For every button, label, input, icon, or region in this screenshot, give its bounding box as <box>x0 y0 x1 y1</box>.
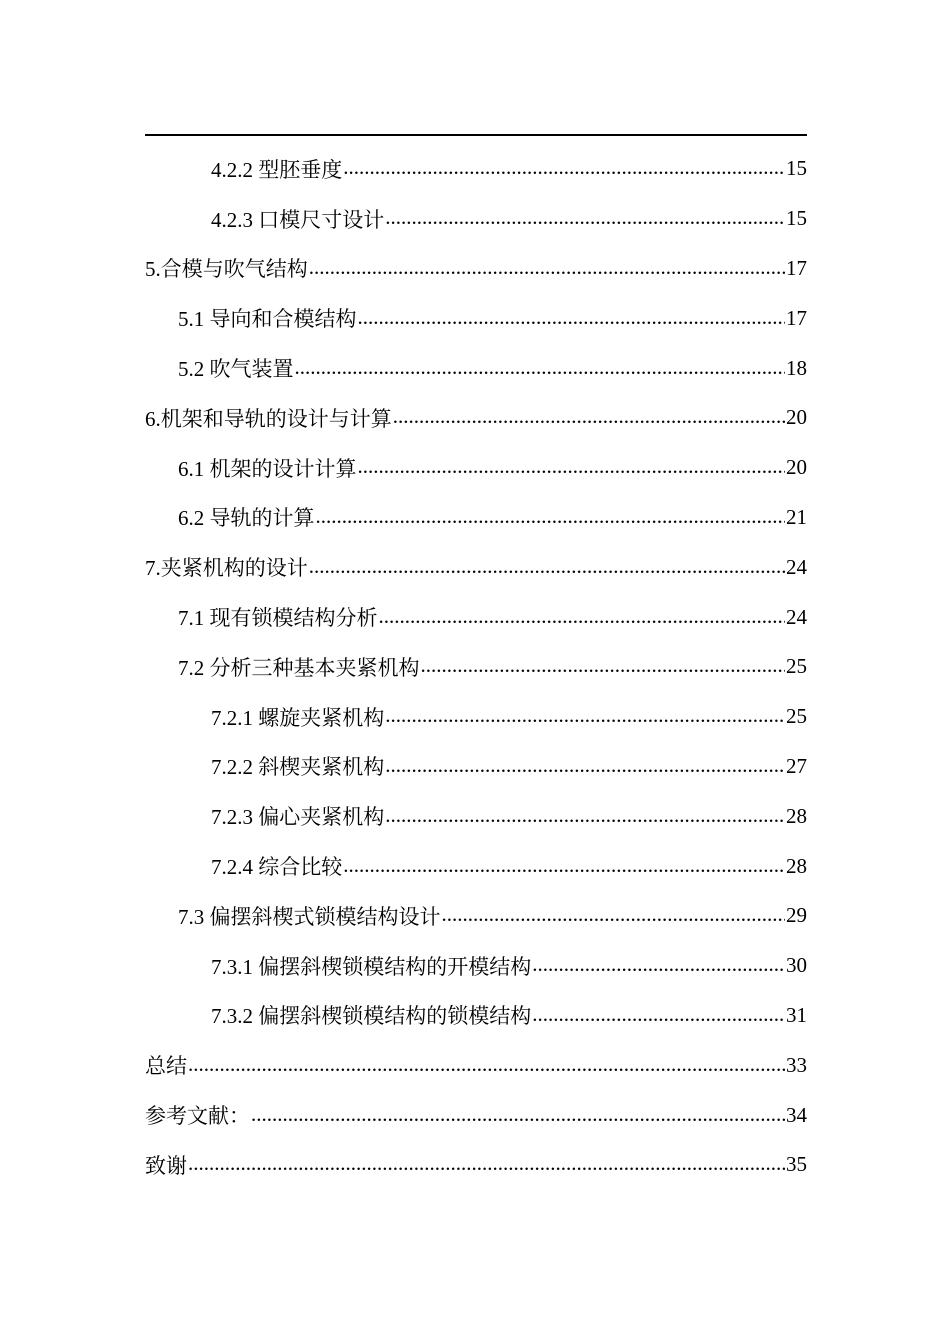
toc-dot-leader <box>343 156 785 181</box>
toc-entry-page-number: 24 <box>786 604 807 629</box>
toc-entry-title: 6.1 机架的设计计算 <box>178 456 357 481</box>
toc-dot-leader <box>421 654 786 679</box>
toc-entry-page-number: 21 <box>786 504 807 529</box>
toc-entry-title: 5.1 导向和合模结构 <box>178 307 357 332</box>
toc-entry-page-number: 17 <box>786 305 807 330</box>
toc-entry-title: 6.2 导轨的计算 <box>178 506 315 531</box>
toc-entry-page-number: 25 <box>786 654 807 679</box>
toc-entry-page-number: 30 <box>786 953 807 978</box>
toc-entry-title: 7.3.2 偏摆斜楔锁模结构的锁模结构 <box>211 1004 532 1029</box>
toc-entry-page-number: 28 <box>786 853 807 878</box>
toc-entry[interactable] <box>145 343 807 393</box>
toc-entry-page-number: 27 <box>786 753 807 778</box>
toc-entry-page-number: 15 <box>786 206 807 231</box>
toc-entry[interactable] <box>145 642 807 692</box>
toc-dot-leader <box>309 555 785 580</box>
toc-dot-leader <box>385 206 785 231</box>
toc-entry-title: 4.2.3 口模尺寸设计 <box>211 207 385 232</box>
toc-entry[interactable] <box>145 542 807 592</box>
toc-dot-leader <box>251 1102 785 1127</box>
toc-entry-title: 7.2.3 偏心夹紧机构 <box>211 805 385 830</box>
toc-entry-page-number: 20 <box>786 405 807 430</box>
toc-entry[interactable] <box>145 791 807 841</box>
toc-entry[interactable] <box>145 493 807 543</box>
toc-entry[interactable] <box>145 1090 807 1140</box>
toc-entry-title: 参考文献： <box>145 1104 250 1129</box>
toc-entry[interactable] <box>145 941 807 991</box>
toc-entry[interactable] <box>145 991 807 1041</box>
toc-entry[interactable] <box>145 1140 807 1190</box>
toc-entry[interactable] <box>145 841 807 891</box>
toc-entry-page-number: 31 <box>786 1002 807 1027</box>
toc-dot-leader <box>295 355 786 380</box>
toc-entry[interactable] <box>145 592 807 642</box>
table-of-contents <box>145 144 807 1190</box>
toc-dot-leader <box>188 1053 785 1078</box>
toc-entry-title: 4.2.2 型胚垂度 <box>211 157 343 182</box>
toc-entry-page-number: 35 <box>786 1152 807 1177</box>
toc-entry-page-number: 29 <box>786 903 807 928</box>
toc-dot-leader <box>385 754 785 779</box>
toc-entry[interactable] <box>145 393 807 443</box>
toc-dot-leader <box>343 853 785 878</box>
toc-dot-leader <box>442 903 786 928</box>
toc-entry-title: 6.机架和导轨的设计与计算 <box>145 406 392 431</box>
toc-entry-title: 7.1 现有锁模结构分析 <box>178 606 378 631</box>
toc-entry[interactable] <box>145 194 807 244</box>
toc-dot-leader <box>393 405 785 430</box>
toc-entry[interactable] <box>145 1040 807 1090</box>
toc-entry-title: 7.夹紧机构的设计 <box>145 556 308 581</box>
toc-entry-title: 7.2.4 综合比较 <box>211 855 343 880</box>
toc-dot-leader <box>358 455 786 480</box>
toc-entry-title: 致谢 <box>145 1153 187 1178</box>
toc-entry-page-number: 18 <box>786 355 807 380</box>
toc-dot-leader <box>385 704 785 729</box>
header-rule <box>145 134 807 136</box>
toc-dot-leader <box>379 604 786 629</box>
toc-entry[interactable] <box>145 443 807 493</box>
toc-entry-page-number: 34 <box>786 1102 807 1127</box>
toc-dot-leader <box>385 804 785 829</box>
toc-entry-title: 7.2 分析三种基本夹紧机构 <box>178 655 420 680</box>
toc-entry-title: 7.3 偏摆斜楔式锁模结构设计 <box>178 904 441 929</box>
toc-entry[interactable] <box>145 144 807 194</box>
toc-entry-title: 7.2.1 螺旋夹紧机构 <box>211 705 385 730</box>
toc-entry-title: 7.2.2 斜楔夹紧机构 <box>211 755 385 780</box>
toc-entry-title: 7.3.1 偏摆斜楔锁模结构的开模结构 <box>211 954 532 979</box>
toc-entry-page-number: 20 <box>786 455 807 480</box>
toc-entry[interactable] <box>145 293 807 343</box>
toc-dot-leader <box>188 1152 785 1177</box>
toc-entry-title: 5.2 吹气装置 <box>178 357 294 382</box>
toc-entry-title: 总结 <box>145 1054 187 1079</box>
toc-entry-page-number: 25 <box>786 704 807 729</box>
toc-dot-leader <box>309 256 785 281</box>
toc-dot-leader <box>316 505 786 530</box>
toc-entry-title: 5.合模与吹气结构 <box>145 257 308 282</box>
toc-dot-leader <box>532 953 785 978</box>
toc-entry[interactable] <box>145 891 807 941</box>
toc-entry[interactable] <box>145 244 807 294</box>
toc-dot-leader <box>358 306 786 331</box>
toc-entry-page-number: 15 <box>786 156 807 181</box>
toc-entry-page-number: 17 <box>786 255 807 280</box>
toc-entry[interactable] <box>145 692 807 742</box>
toc-entry-page-number: 28 <box>786 803 807 828</box>
toc-dot-leader <box>532 1003 785 1028</box>
toc-entry[interactable] <box>145 742 807 792</box>
toc-entry-page-number: 33 <box>786 1052 807 1077</box>
toc-entry-page-number: 24 <box>786 554 807 579</box>
